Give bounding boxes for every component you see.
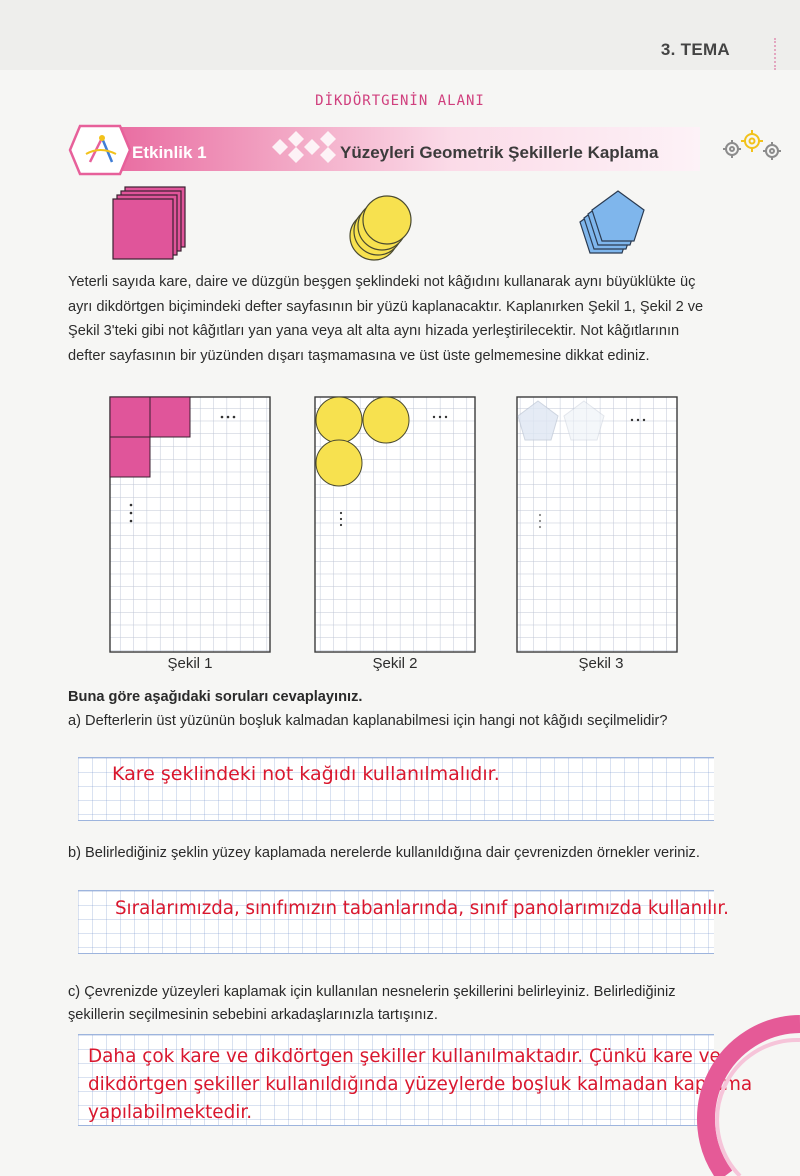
answer-a: Kare şeklindeki not kağıdı kullanılmalıdır. [112, 763, 500, 785]
questions-heading: Buna göre aşağıdaki soruları cevaplayınız. [68, 689, 363, 705]
unit-title: DİKDÖRTGENİN ALANI [315, 93, 485, 109]
figure-caption-1: Şekil 1 [167, 655, 213, 672]
question-c: c) Çevrenizde yüzeyleri kaplamak için kullanılan nesnelerin şekillerini belirleyiniz. Belirlediğiniz şekillerin seçilmesinin sebebini arkadaşlarınızla tartışınız. [68, 984, 676, 1023]
figure-caption-2: Şekil 2 [372, 655, 418, 672]
theme-label: 3. TEMA [660, 40, 730, 59]
grid-figure-3 [517, 397, 677, 652]
answer-b: Sıralarımızda, sınıfımızın tabanlarında, sınıf panolarımızda kullanılır. [115, 898, 729, 919]
activity-label: Etkinlik 1 [132, 143, 207, 162]
circle-notes-stack [350, 196, 411, 260]
intro-paragraph: Yeterli sayıda kare, daire ve düzgün beşgen şeklindeki not kâğıdını kullanarak aynı büyüklükte üç ayrı dikdörtgen biçimindeki defter sayfasının bir yüzü kaplanacaktır. Kaplanırken Şekil 1, Şekil 2 ve Şekil 3'teki gibi not kâğıtları yan yana veya alt alta aynı hizada yerleştirilecektir. Not kâğıtlarının defter sayfasının bir yüzünden dışarı taşmamasına ve üst üste gelmemesine dikkat ediniz. [68, 274, 704, 364]
square-notes-stack [113, 187, 185, 259]
figure-caption-3: Şekil 3 [578, 655, 624, 672]
pentagon-notes-stack [580, 191, 644, 253]
activity-title: Yüzeyleri Geometrik Şekillerle Kaplama [340, 143, 659, 162]
grid-figure-1 [110, 397, 270, 652]
page-corner-decoration [640, 1010, 800, 1176]
answer-c: Daha çok kare ve dikdörtgen şekiller kullanılmaktadır. Çünkü kare ve dikdörtgen şekiller kullanıldığında yüzeylerde boşluk kalmadan kaplama yapılabilmektedir. [88, 1046, 753, 1123]
question-b: b) Belirlediğiniz şeklin yüzey kaplamada nerelerde kullanıldığına dair çevrenizden örnekler veriniz. [68, 845, 700, 861]
question-a: a) Defterlerin üst yüzünün boşluk kalmadan kaplanabilmesi için hangi not kâğıdı seçilmelidir? [68, 713, 668, 729]
grid-figure-2 [315, 397, 475, 652]
